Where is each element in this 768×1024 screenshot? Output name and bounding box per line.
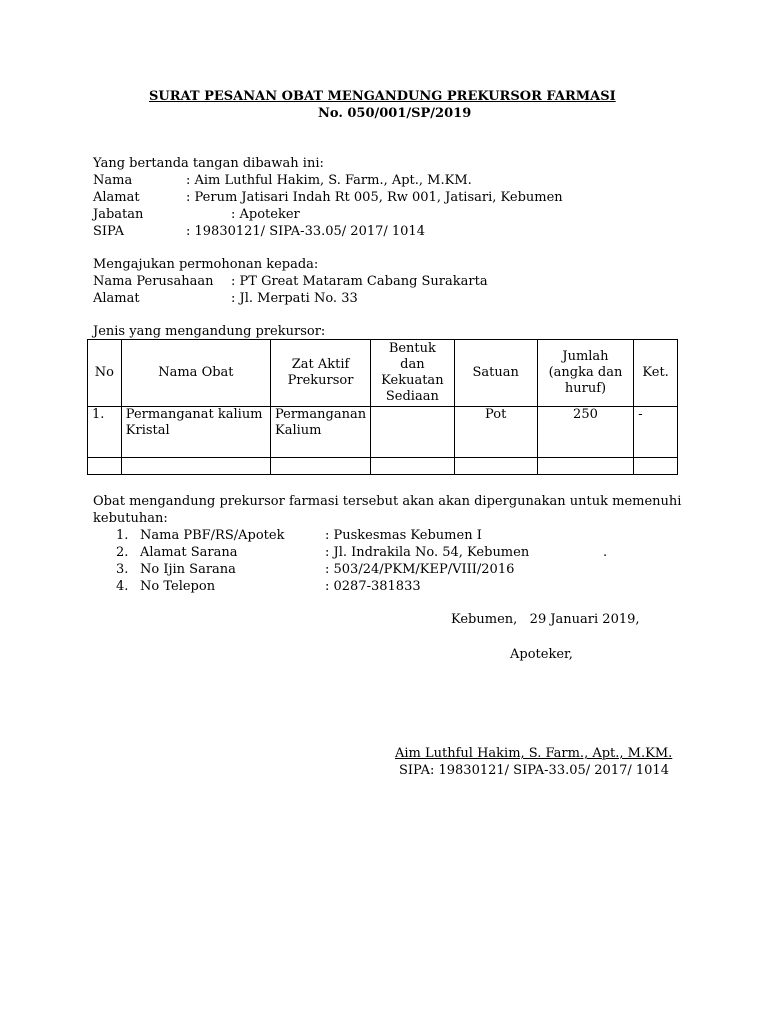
signer-sipa-label: SIPA — [93, 224, 124, 239]
list-item-num: 2. — [116, 545, 129, 560]
header-zat-aktif: Zat Aktif Prekursor — [270, 340, 370, 407]
list-item-value: : 503/24/PKM/KEP/VIII/2016 — [325, 562, 515, 577]
list-item-label: No Ijin Sarana — [140, 562, 236, 577]
list-item-trailing: . — [603, 545, 608, 560]
cell-no: 1. — [88, 407, 122, 458]
list-item-value: : Jl. Indrakila No. 54, Kebumen — [325, 545, 530, 560]
signer-sipa-value: : 19830121/ SIPA-33.05/ 2017/ 1014 — [186, 224, 425, 239]
list-item-num: 3. — [116, 562, 129, 577]
header-nama-obat: Nama Obat — [121, 340, 270, 407]
signer-nama-label: Nama — [93, 173, 133, 188]
purpose-line-1: Obat mengandung prekursor farmasi tersebut akan akan dipergunakan untuk memenuhi — [93, 494, 682, 509]
cell-satuan: Pot — [454, 407, 537, 458]
cell-nama-obat: Permanganat kalium Kristal — [121, 407, 270, 458]
table-caption: Jenis yang mengandung prekursor: — [93, 324, 326, 339]
document-title: SURAT PESANAN OBAT MENGANDUNG PREKURSOR FARMASI — [149, 89, 616, 104]
header-bentuk-sediaan: Bentuk dan Kekuatan Sediaan — [371, 340, 455, 407]
list-item-label: Alamat Sarana — [140, 545, 238, 560]
list-item-label: No Telepon — [140, 579, 216, 594]
table-row-empty — [88, 458, 678, 475]
recipient-alamat-label: Alamat — [93, 291, 140, 306]
cell-empty — [121, 458, 270, 475]
header-ket: Ket. — [634, 340, 678, 407]
recipient-perusahaan-value: : PT Great Mataram Cabang Surakarta — [231, 274, 488, 289]
cell-empty — [454, 458, 537, 475]
list-item-label: Nama PBF/RS/Apotek — [140, 528, 285, 543]
cell-empty — [270, 458, 370, 475]
list-item-num: 4. — [116, 579, 129, 594]
list-item-num: 1. — [116, 528, 129, 543]
cell-jumlah: 250 — [537, 407, 634, 458]
signer-jabatan-label: Jabatan — [93, 207, 144, 222]
cell-zat-aktif: Permanganan Kalium — [270, 407, 370, 458]
signer-intro: Yang bertanda tangan dibawah ini: — [93, 156, 324, 171]
header-no: No — [88, 340, 122, 407]
signer-jabatan-value: : Apoteker — [231, 207, 300, 222]
recipient-intro: Mengajukan permohonan kepada: — [93, 257, 319, 272]
header-satuan: Satuan — [454, 340, 537, 407]
signature-sipa: SIPA: 19830121/ SIPA-33.05/ 2017/ 1014 — [399, 763, 669, 778]
cell-empty — [634, 458, 678, 475]
signer-alamat-value: : Perum Jatisari Indah Rt 005, Rw 001, Jatisari, Kebumen — [186, 190, 563, 205]
cell-empty — [371, 458, 455, 475]
list-item-value: : 0287-381833 — [325, 579, 421, 594]
cell-bentuk — [371, 407, 455, 458]
prekursor-table — [87, 339, 678, 475]
document-number: No. 050/001/SP/2019 — [318, 106, 472, 121]
recipient-perusahaan-label: Nama Perusahaan — [93, 274, 214, 289]
signer-role: Apoteker, — [510, 647, 573, 662]
recipient-alamat-value: : Jl. Merpati No. 33 — [231, 291, 358, 306]
table-row — [88, 407, 678, 458]
place-date: Kebumen, 29 Januari 2019, — [451, 612, 640, 627]
list-item-value: : Puskesmas Kebumen I — [325, 528, 482, 543]
cell-empty — [537, 458, 634, 475]
signer-alamat-label: Alamat — [93, 190, 140, 205]
table-header-row — [88, 340, 678, 407]
header-jumlah: Jumlah (angka dan huruf) — [537, 340, 634, 407]
cell-ket: - — [634, 407, 678, 458]
purpose-line-2: kebutuhan: — [93, 511, 168, 526]
cell-empty — [88, 458, 122, 475]
signature-name: Aim Luthful Hakim, S. Farm., Apt., M.KM. — [395, 746, 673, 761]
signer-nama-value: : Aim Luthful Hakim, S. Farm., Apt., M.KM. — [186, 173, 472, 188]
